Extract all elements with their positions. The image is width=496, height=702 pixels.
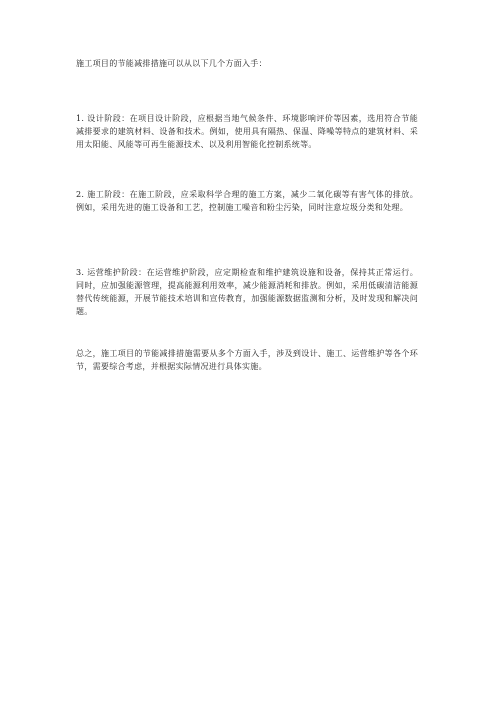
summary-paragraph: 总之，施工项目的节能减排措施需要从多个方面入手，涉及到设计、施工、运营维护等各个环节，需要综合考虑，并根据实际情况进行具体实施。 — [76, 349, 418, 371]
operation-maintenance-paragraph: 3. 运营维护阶段：在运营维护阶段，应定期检查和维护建筑设施和设备，保持其正常运行。同时，应加强能源管理，提高能源利用效率，减少能源消耗和排放。例如，采用低碳清洁能源替代传统能源，开展节能技术培训和宣传教育，加强能源数据监测和分析，及时发现和解决问题。 — [76, 268, 418, 316]
construction-stage-paragraph: 2. 施工阶段：在施工阶段，应采取科学合理的施工方案，减少二氧化碳等有害气体的排放。例如，采用先进的施工设备和工艺，控制施工噪音和粉尘污染，同时注意垃圾分类和处理。 — [76, 190, 418, 212]
design-stage-paragraph: 1. 设计阶段：在项目设计阶段，应根据当地气候条件、环境影响评价等因素，选用符合节能减排要求的建筑材料、设备和技术。例如，使用具有隔热、保温、降噪等特点的建筑材料、采用太阳能、风能等可再生能源技术、以及利用智能化控制系统等。 — [76, 114, 418, 149]
intro-paragraph: 施工项目的节能减排措施可以从以下几个方面入手： — [76, 59, 267, 68]
